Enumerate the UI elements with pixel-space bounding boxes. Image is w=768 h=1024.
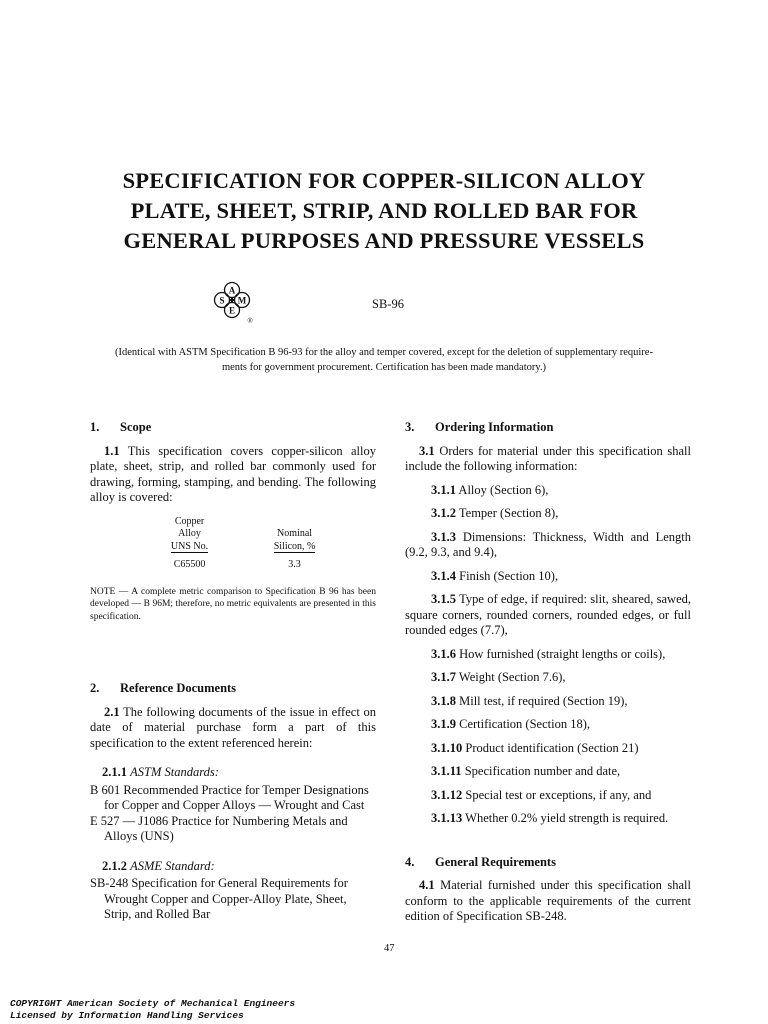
section-number: 2. [90,681,100,695]
reference-item: B 601 Recommended Practice for Temper Designations for Copper and Copper Alloys — Wrought and Cast [90,782,369,812]
ordering-item: 3.1.6 How furnished (straight lengths or coils), [431,646,666,661]
seal-letter-e: E [228,305,236,316]
spec-number: SB-96 [372,297,404,311]
reference-item: E 527 — J1086 Practice for Numbering Metals and Alloys (UNS) [90,813,348,843]
asme-seal-icon [210,280,256,326]
table-header-row [140,528,350,541]
ordering-item: 3.1.12 Special test or exceptions, if any, and [431,787,652,802]
left-column [90,420,376,923]
section-2-heading [90,681,376,697]
title-line-2: PLATE, SHEET, STRIP, AND ROLLED BAR FOR [130,198,638,223]
table-cell: C65500 [173,559,206,570]
right-column [405,420,691,933]
section-number: 3. [405,420,415,434]
ordering-item: 3.1.5 Type of edge, if required: slit, sheared, sawed, square corners, rounded corners, rounded edges, or full rounded edges (7.7), [405,592,691,637]
paragraph-4-1 [405,878,691,925]
page-number: 47 [384,943,395,954]
section-1-heading [90,420,376,436]
section-title: Reference Documents [120,681,237,695]
title-line-3: GENERAL PURPOSES AND PRESSURE VESSELS [123,228,645,253]
ordering-item: 3.1.8 Mill test, if required (Section 19), [431,693,628,708]
section-number: 1. [90,420,100,434]
copyright-footer [10,998,295,1022]
section-title: General Requirements [435,854,556,869]
table-header-row [140,541,350,554]
ordering-item: 3.1.3 Dimensions: Thickness, Width and Length (9.2, 9.3, and 9.4), [405,529,691,559]
table-header-cell: Alloy [178,528,201,539]
paragraph-number: 2.1 [104,704,120,719]
section-3-heading [405,420,691,436]
registered-mark: ® [247,317,253,325]
table-cell: 3.3 [288,559,301,570]
ordering-item: 3.1.1 Alloy (Section 6), [431,482,549,497]
reference-item: SB-248 Specification for General Requirements for Wrought Copper and Copper-Alloy Plate, Sheet, Strip, and Rolled Bar [90,876,348,921]
paragraph-number: 1.1 [104,443,120,458]
paragraph-text: Orders for material under this specification shall include the following information: [405,443,691,473]
standards-label: ASME Standard: [130,858,215,873]
document-title [60,166,708,256]
asme-standard-heading [102,859,376,875]
identical-note [80,346,688,375]
title-line-1: SPECIFICATION FOR COPPER-SILICON ALLOY [122,168,646,193]
paragraph-text: This specification covers copper-silicon alloy plate, sheet, strip, and rolled bar commonly used for drawing, forming, stamping, and bending. The following alloy is covered: [90,443,376,504]
ordering-item: 3.1.10 Product identification (Section 21) [431,740,639,755]
alloy-table [140,516,350,572]
identical-note-line-1: (Identical with ASTM Specification B 96-93 for the alloy and temper covered, except for the deletion of supplementary require- [115,347,653,358]
astm-standards-heading [102,765,376,781]
paragraph-number: 3.1 [419,443,435,458]
paragraph-number: 2.1.2 [102,858,127,873]
table-row [140,553,350,572]
table-header-cell: UNS No. [170,540,209,552]
table-header-cell: Copper [174,515,205,527]
paragraph-2-1 [90,705,376,752]
section-number: 4. [405,854,415,869]
table-header-row [140,516,350,529]
paragraph-3-1 [405,444,691,475]
standards-label: ASTM Standards: [130,765,219,779]
copyright-line-2: Licensed by Information Handling Services [10,1010,244,1021]
identical-note-line-2: ments for government procurement. Certification has been made mandatory.) [221,361,547,373]
paragraph-1-1 [90,444,376,506]
ordering-item: 3.1.2 Temper (Section 8), [431,506,559,520]
ordering-item: 3.1.9 Certification (Section 18), [431,717,590,731]
paragraph-text: The following documents of the issue in effect on date of material purchase form a part of this specification to the extent referenced herein: [90,704,376,750]
seal-letter-m: M [237,295,247,306]
ordering-item: 3.1.4 Finish (Section 10), [431,568,559,583]
ordering-item: 3.1.7 Weight (Section 7.6), [431,670,566,684]
seal-letter-a: A [228,285,236,296]
copyright-line-1: COPYRIGHT American Society of Mechanical Engineers [10,998,296,1009]
paragraph-number: 4.1 [419,878,435,892]
metric-note: NOTE — A complete metric comparison to Specification B 96 has been developed — B 96M; therefore, no metric equivalents are presented in this specification. [90,586,376,622]
section-4-heading [405,855,691,871]
table-header-cell: Silicon, % [273,540,316,552]
ordering-item: 3.1.11 Specification number and date, [431,764,621,778]
paragraph-number: 2.1.1 [102,765,127,779]
seal-letter-s-left: S [219,295,225,306]
section-title: Scope [120,420,152,434]
table-header-cell: Nominal [277,528,313,539]
paragraph-text: Material furnished under this specification shall conform to the applicable requirements of the current edition of Specification SB-248. [405,878,691,923]
section-title: Ordering Information [435,420,554,434]
ordering-item: 3.1.13 Whether 0.2% yield strength is required. [431,811,669,825]
